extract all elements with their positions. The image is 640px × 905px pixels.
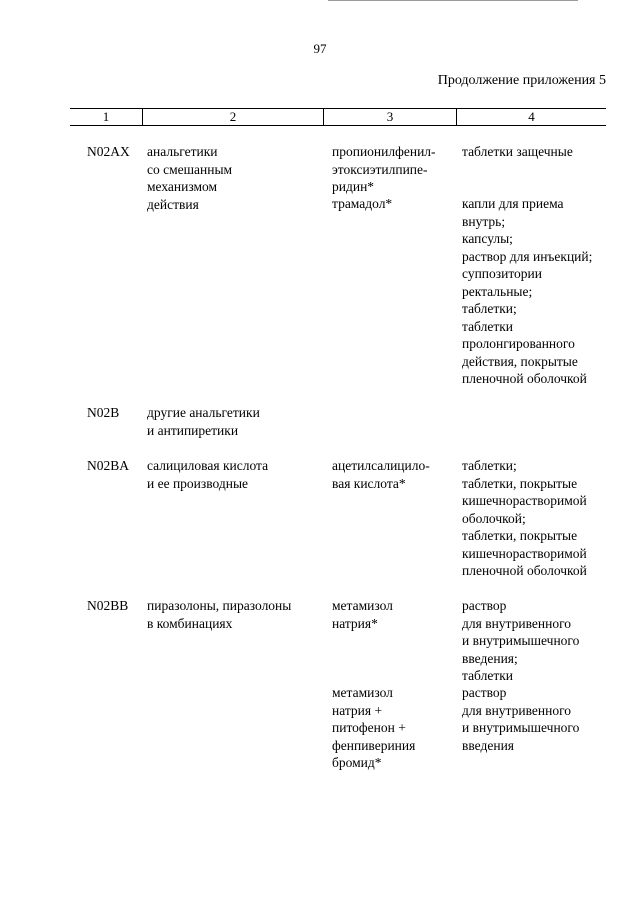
page-number: 97 xyxy=(313,41,327,56)
dosage-forms: таблетки; таблетки, покрытые кишечнорастворимой оболочкой; таблетки, покрытые кишечнорастворимой пленочной оболочкой xyxy=(462,458,587,578)
drug-name: ацетилсалицило- вая кислота* xyxy=(332,458,430,491)
dosage-forms: раствор для внутривенного и внутримышечного введения; таблетки xyxy=(462,598,580,683)
top-edge-line xyxy=(328,0,578,1)
drug-name: трамадол* xyxy=(332,196,393,211)
table-header xyxy=(70,108,606,126)
atc-code: N02BA xyxy=(87,458,130,473)
group-name: салициловая кислота и ее производные xyxy=(147,458,269,491)
drug-name: метамизол натрия* xyxy=(332,598,393,631)
dosage-forms: капли для приема внутрь; капсулы; раствор для инъекций; суппозитории ректальные; таблетки; таблетки пролонгированного действия, покрытые пленочной оболочкой xyxy=(462,196,593,386)
atc-code: N02AX xyxy=(87,144,130,159)
atc-code: N02BB xyxy=(87,598,129,613)
dosage-forms: раствор для внутривенного и внутримышечного введения xyxy=(462,685,580,753)
group-name: другие анальгетики и антипиретики xyxy=(147,405,260,438)
drug-name: пропионилфенил- этоксиэтилпипе- ридин* xyxy=(332,144,436,194)
drug-name: метамизол натрия + питофенон + фенпивериния бромид* xyxy=(332,685,416,770)
group-name: пиразолоны, пиразолоны в комбинациях xyxy=(147,598,292,631)
appendix-title: Продолжение приложения 5 xyxy=(437,73,606,88)
column-header-4: 4 xyxy=(528,109,535,124)
column-header-3: 3 xyxy=(386,109,394,124)
column-header-1: 1 xyxy=(102,109,110,124)
dosage-forms: таблетки защечные xyxy=(462,144,573,159)
group-name: анальгетики со смешанным механизмом действия xyxy=(147,144,233,212)
atc-code: N02B xyxy=(87,405,120,420)
column-header-2: 2 xyxy=(229,109,237,124)
